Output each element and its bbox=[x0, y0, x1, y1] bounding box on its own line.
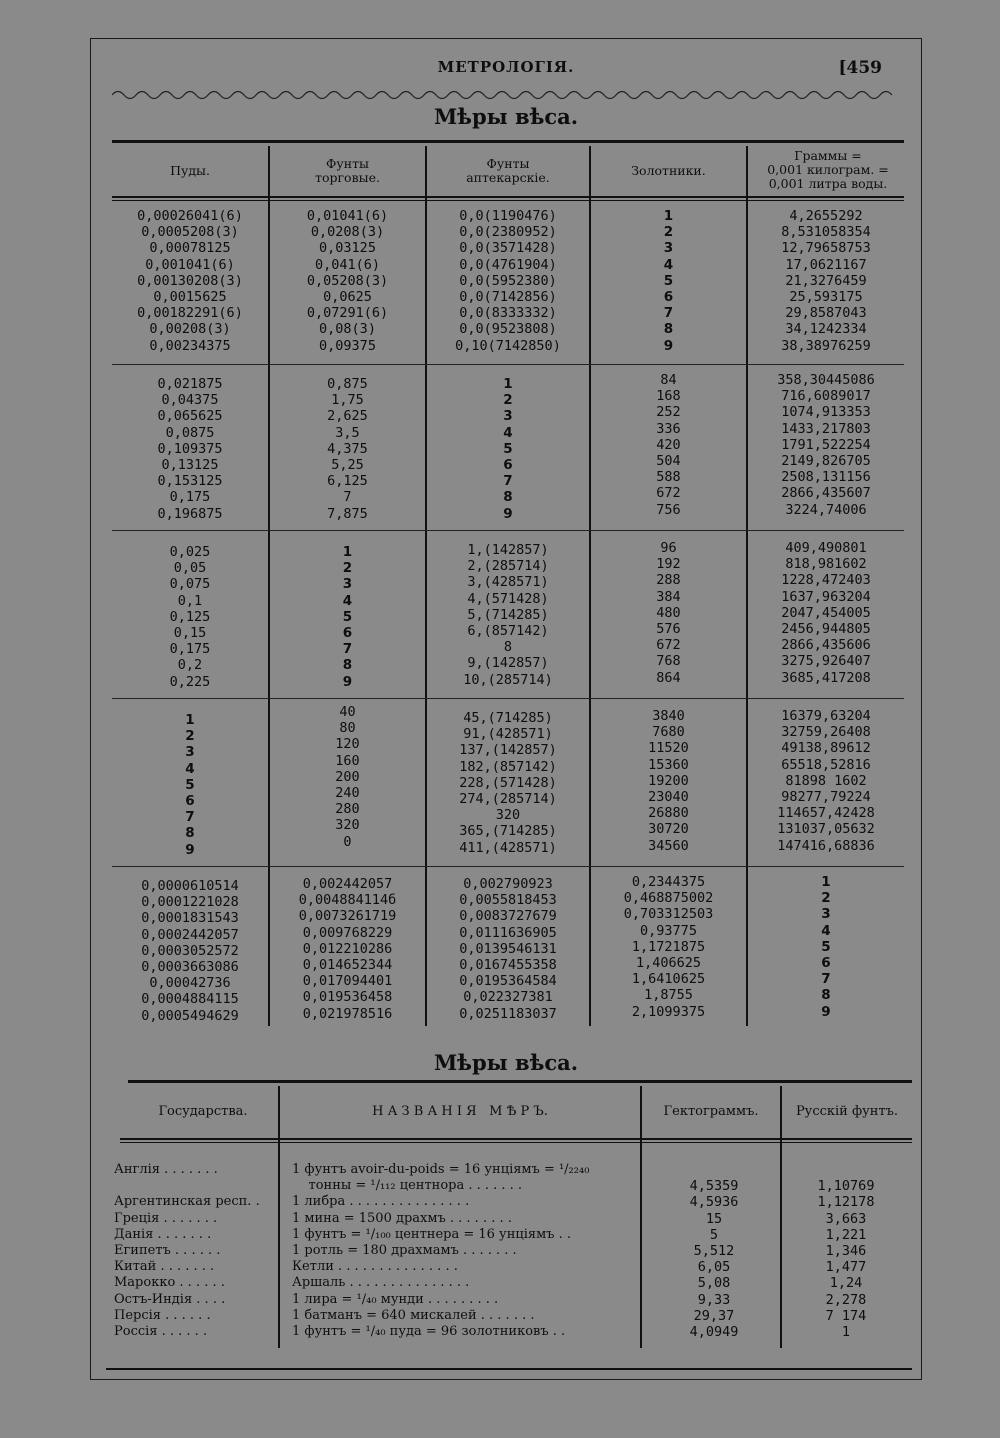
g1-funty-torg: 0,01041(6) 0,0208(3) 0,03125 0,041(6) 0,05208(3) 0,0625 0,07291(6) 0,08(3) 0,09375 bbox=[306, 208, 389, 354]
g3-separator bbox=[112, 698, 904, 699]
g3-funty-torg: 1 2 3 4 5 6 7 8 9 bbox=[342, 544, 353, 690]
g2-pudy: 0,021875 0,04375 0,065625 0,0875 0,109375 0,13125 0,153125 0,175 0,196875 bbox=[157, 376, 223, 522]
g3-zolotniki: 96 192 288 384 480 576 672 768 864 bbox=[656, 540, 681, 686]
g1-funty-apt: 0,0(1190476) 0,0(2380952) 0,0(3571428) 0,0(4761904) 0,0(5952380) 0,0(7142856) 0,0(8333332) 0,0(9523808) 0,10(7142850) bbox=[455, 208, 561, 354]
g2-separator bbox=[112, 530, 904, 531]
g1-zolotniki: 1 2 3 4 5 6 7 8 9 bbox=[663, 208, 674, 354]
table1-header-zolotniki: Золотники. bbox=[631, 163, 706, 178]
table2-hectograms: 4,5359 4,5936 15 5 5,512 6,05 5,08 9,33 29,37 4,0949 bbox=[689, 1178, 739, 1341]
g1-pudy: 0,00026041(6) 0,0005208(3) 0,00078125 0,001041(6) 0,00130208(3) 0,0015625 0,00182291(6) 0,00208(3) 0,00234375 bbox=[137, 208, 243, 354]
page-number: [459 bbox=[838, 58, 882, 78]
table2-russian-funt: 1,10769 1,12178 3,663 1,221 1,346 1,477 1,24 2,278 7 174 1 bbox=[817, 1178, 875, 1341]
g5-pudy: 0,0000610514 0,0001221028 0,0001831543 0,0002442057 0,0003052572 0,0003663086 0,00042736 0,0004884115 0,0005494629 bbox=[141, 878, 239, 1024]
g1-separator bbox=[112, 364, 904, 365]
table1-header-funty-torg: Фунты торговые. bbox=[315, 156, 380, 185]
g5-zolotniki: 0,2344375 0,468875002 0,703312503 0,93775 1,1721875 1,406625 1,6410625 1,8755 2,1099375 bbox=[623, 874, 714, 1020]
g4-pudy: 1 2 3 4 5 6 7 8 9 bbox=[185, 712, 195, 858]
table1-header-rule-2 bbox=[112, 200, 904, 201]
table1-header-funty-apt: Фунты аптекарскіе. bbox=[466, 156, 550, 185]
g2-funty-torg: 0,875 1,75 2,625 3,5 4,375 5,25 6,125 7 7,875 bbox=[327, 376, 368, 522]
table2-header-states: Государства. bbox=[158, 1103, 248, 1119]
g5-grammy: 1 2 3 4 5 6 7 8 9 bbox=[821, 874, 831, 1020]
table2-header-hectograms: Гектограммъ. bbox=[663, 1103, 759, 1119]
table1-header-rule bbox=[112, 196, 904, 198]
running-head bbox=[90, 58, 922, 88]
table2-vline-2 bbox=[640, 1086, 642, 1348]
table2-title: Мѣры вѣса. bbox=[433, 1050, 579, 1075]
table2-header-names: Н А З В А Н І Я М Ѣ Р Ъ. bbox=[372, 1103, 548, 1119]
table2-bottom-rule bbox=[106, 1368, 912, 1370]
g4-grammy: 16379,63204 32759,26408 49138,89612 65518,52816 81898 1602 98277,79224 114657,42428 131037,05632 147416,68836 bbox=[777, 708, 875, 854]
table1-title: Мѣры вѣса. bbox=[433, 104, 579, 129]
table2-header-rule-2 bbox=[120, 1142, 912, 1143]
g1-grammy: 4,2655292 8,531058354 12,79658753 17,0621167 21,3276459 25,593175 29,8587043 34,1242334 38,38976259 bbox=[781, 208, 871, 354]
table1-top-rule bbox=[112, 140, 904, 143]
table1-header-pudy: Пуды. bbox=[170, 163, 210, 178]
table2-names: 1 фунтъ avoir-du-poids = 16 унціямъ = ¹/₂₂₄₀ тонны = ¹/₁₁₂ центнора . . . . . . . 1 либра . . . . . . . . . . . . . . . 1 мина = 1500 драхмъ . . . . . . . . 1 фунтъ = ¹/₁₀₀ центнера = 16 унціямъ . . 1 ротль = 180 драхмамъ . . . . . . . Кетли . . . . . . . . . . . . . . . Аршаль . . . . . . . . . . . . . . . 1 лира = ¹/₄₀ мунди . . . . . . . . . 1 батманъ = 640 мискалей . . . . . . . 1 фунтъ = ¹/₄₀ пуда = 96 золотниковъ . . bbox=[292, 1162, 590, 1340]
table2-states: Англія . . . . . . . Аргентинская респ. . Греція . . . . . . . Данія . . . . . . . Египетъ . . . . . . Китай . . . . . . . Марокко . . . . . . Остъ-Индія . . . . Персія . . . . . . Россія . . . . . . bbox=[114, 1162, 260, 1340]
g4-funty-apt: 45,(714285) 91,(428571) 137,(142857) 182,(857142) 228,(571428) 274,(285714) 320 365,(714285) 411,(428571) bbox=[459, 710, 557, 856]
g3-grammy: 409,490801 818,981602 1228,472403 1637,963204 2047,454005 2456,944805 2866,435606 3275,926407 3685,417208 bbox=[781, 540, 871, 686]
g4-separator bbox=[112, 866, 904, 867]
decorative-wavy-rule bbox=[112, 86, 898, 100]
g5-funty-apt: 0,002790923 0,0055818453 0,0083727679 0,0111636905 0,0139546131 0,0167455358 0,0195364584 0,022327381 0,0251183037 bbox=[459, 876, 557, 1022]
table2-top-rule bbox=[128, 1080, 912, 1083]
g2-grammy: 358,30445086 716,6089017 1074,913353 1433,217803 1791,522254 2149,826705 2508,131156 2866,435607 3224,74006 bbox=[777, 372, 875, 518]
g3-pudy: 0,025 0,05 0,075 0,1 0,125 0,15 0,175 0,2 0,225 bbox=[169, 544, 211, 690]
table2-vline-3 bbox=[780, 1086, 782, 1348]
g3-funty-apt: 1,(142857) 2,(285714) 3,(428571) 4,(571428) 5,(714285) 6,(857142) 8 9,(142857) 10,(285714) bbox=[463, 542, 553, 688]
g4-funty-torg: 40 80 120 160 200 240 280 320 0 bbox=[335, 704, 360, 850]
table2-vline-1 bbox=[278, 1086, 280, 1348]
table2-header-rule bbox=[120, 1138, 912, 1140]
table2-header-russian-funt: Русскій фунтъ. bbox=[795, 1103, 899, 1119]
g4-zolotniki: 3840 7680 11520 15360 19200 23040 26880 30720 34560 bbox=[648, 708, 689, 854]
section-title: МЕТРОЛОГІЯ. bbox=[437, 58, 575, 76]
g2-zolotniki: 84 168 252 336 420 504 588 672 756 bbox=[656, 372, 681, 518]
table1-header-grammy: Граммы = 0,001 килограм. = 0,001 литра воды. bbox=[767, 148, 889, 191]
g5-funty-torg: 0,002442057 0,004884114б 0,0073261719 0,009768229 0,012210286 0,014652344 0,017094401 0,019536458 0,021978516 bbox=[298, 876, 397, 1022]
g2-funty-apt: 1 2 3 4 5 6 7 8 9 bbox=[503, 376, 513, 522]
